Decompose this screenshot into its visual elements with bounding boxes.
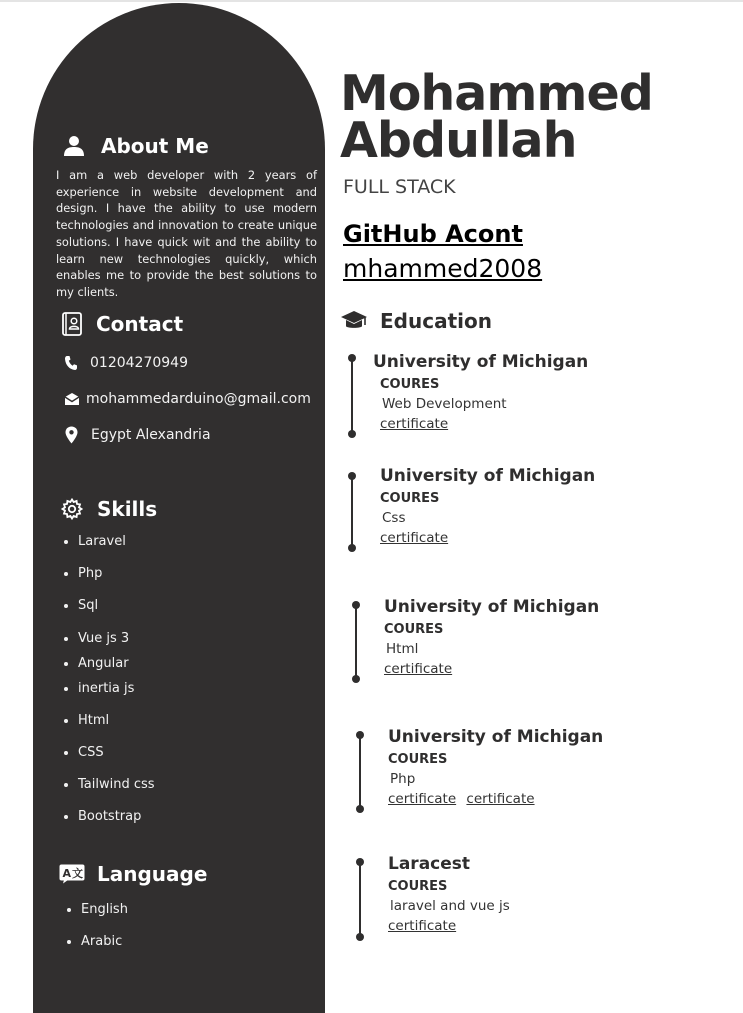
skill-item: Bootstrap <box>64 809 141 824</box>
mail-icon <box>64 392 80 406</box>
course-name: Html <box>386 641 419 657</box>
certificate-link[interactable]: certificate <box>388 791 457 807</box>
timeline-marker <box>356 858 364 941</box>
about-title: About Me <box>101 134 209 158</box>
svg-text:A: A <box>62 867 72 880</box>
school-name: Laracest <box>388 854 471 874</box>
translate-icon <box>59 864 85 884</box>
about-heading <box>63 134 209 158</box>
top-divider <box>0 0 743 2</box>
education-entry <box>380 466 595 546</box>
email-address: mohammedarduino@gmail.com <box>86 391 311 407</box>
education-entry <box>388 727 603 807</box>
skill-item: Vue js 3 <box>64 631 129 646</box>
certificate-link[interactable]: certificate <box>388 918 457 934</box>
contact-title: Contact <box>96 312 184 336</box>
skill-item: Tailwind css <box>64 777 155 792</box>
school-name: University of Michigan <box>380 466 596 486</box>
contact-phone[interactable] <box>64 355 188 371</box>
certificate-link[interactable]: certificate <box>380 530 449 546</box>
skill-item: Php <box>64 566 102 581</box>
location-icon <box>65 426 78 444</box>
skill-item: Sql <box>64 598 98 613</box>
course-name: laravel and vue js <box>390 898 510 914</box>
timeline-marker <box>348 472 356 552</box>
timeline-marker <box>348 354 356 438</box>
contact-book-icon <box>62 312 82 336</box>
course-label: COURES <box>380 491 440 506</box>
svg-text:文: 文 <box>72 867 83 880</box>
language-item: English <box>67 902 128 917</box>
school-name: University of Michigan <box>384 597 600 617</box>
certificate-link[interactable]: certificate <box>466 791 535 807</box>
graduation-cap-icon <box>340 310 368 332</box>
first-name: Mohammed <box>340 65 653 122</box>
language-heading <box>59 862 207 886</box>
education-entry <box>388 854 510 934</box>
certificate-link[interactable]: certificate <box>380 416 449 432</box>
course-name: Css <box>382 510 406 526</box>
phone-number: 01204270949 <box>90 355 188 371</box>
gear-icon <box>61 498 83 520</box>
school-name: University of Michigan <box>373 352 589 372</box>
job-role: FULL STACK <box>343 176 456 198</box>
course-name: Php <box>390 771 416 787</box>
user-icon <box>63 135 85 157</box>
skills-title: Skills <box>97 497 158 521</box>
skill-item: CSS <box>64 745 104 760</box>
education-entry <box>384 597 599 677</box>
contact-heading <box>62 312 183 336</box>
education-entry <box>373 352 588 432</box>
github-label[interactable]: GitHub Acont <box>343 220 523 248</box>
certificate-link[interactable]: certificate <box>384 661 453 677</box>
sidebar <box>33 3 325 1013</box>
contact-email[interactable] <box>64 391 311 407</box>
school-name: University of Michigan <box>388 727 604 747</box>
phone-icon <box>64 355 78 371</box>
skill-item: inertia js <box>64 681 134 696</box>
course-label: COURES <box>388 752 448 767</box>
timeline-marker <box>352 601 360 683</box>
location-text: Egypt Alexandria <box>91 427 211 443</box>
contact-location <box>65 426 211 444</box>
skills-heading <box>61 497 157 521</box>
about-text: I am a web developer with 2 years of experience in website development and design. I have the ability to use modern technologies and innovation to create unique solutions. I have quick wit and the ability to learn new technologies quickly, which enables me to provide the best solutions to my clients. <box>56 168 317 299</box>
person-name <box>340 65 653 169</box>
skill-item: Angular <box>64 656 129 671</box>
course-label: COURES <box>380 377 440 392</box>
course-label: COURES <box>388 879 448 894</box>
timeline-marker <box>356 731 364 813</box>
education-title: Education <box>380 309 492 333</box>
last-name: Abdullah <box>340 112 577 169</box>
course-label: COURES <box>384 622 444 637</box>
education-heading <box>340 309 492 333</box>
language-title: Language <box>97 862 208 886</box>
github-username-link[interactable]: mhammed2008 <box>343 254 543 283</box>
language-item: Arabic <box>67 934 122 949</box>
skill-item: Laravel <box>64 534 126 549</box>
course-name: Web Development <box>382 396 507 412</box>
skill-item: Html <box>64 713 109 728</box>
